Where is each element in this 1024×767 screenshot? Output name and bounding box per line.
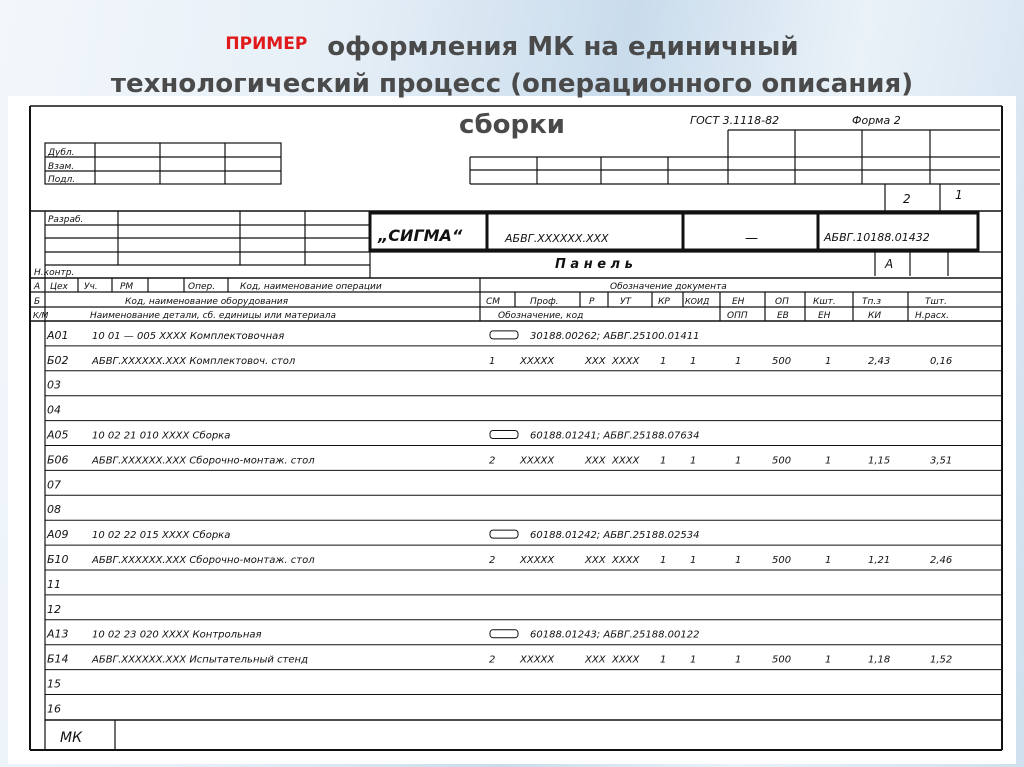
example-label: ПРИМЕР <box>225 34 308 54</box>
row-number: Б10 <box>47 553 69 566</box>
row-kst: 1 <box>825 355 832 367</box>
col-obozn-doc: Обозначение документа <box>610 282 727 292</box>
row-prof: XXXXX <box>520 355 555 367</box>
col-kr: КР <box>658 297 670 307</box>
col-tsht: Тшт. <box>925 297 947 307</box>
col-op: ОП <box>775 297 789 307</box>
row-text: 10 02 22 015 XXXX Сборка <box>92 530 231 542</box>
sheet-number: 1 <box>955 188 963 202</box>
row-number: 12 <box>47 602 61 616</box>
title-line-3: сборки <box>459 110 565 140</box>
row-number: Б02 <box>47 353 69 367</box>
col-rm: РМ <box>120 282 134 292</box>
col-uch: Уч. <box>84 282 98 292</box>
col-prof: Проф. <box>530 297 559 307</box>
nkontr-label: Н.контр. <box>34 268 75 278</box>
dubl-label: Дубл. <box>48 148 75 158</box>
document-code: АБВГ.XXXXXX.XXX <box>505 232 609 245</box>
col-ki: КИ <box>868 311 882 321</box>
row-text: 10 02 23 020 XXXX Контрольная <box>92 629 262 641</box>
row-number: 03 <box>47 378 61 392</box>
row-r: XXX <box>585 355 606 367</box>
col-en: ЕН <box>732 297 745 307</box>
row-tpz: 1,18 <box>868 654 891 666</box>
row-text: 10 01 — 005 XXXX Комплектовочная <box>92 330 285 342</box>
row-number: 04 <box>47 403 61 417</box>
sheet-count: 2 <box>903 192 911 206</box>
col-ut: УТ <box>620 297 631 307</box>
row-ut: XXXX <box>612 555 640 566</box>
row-op: 500 <box>772 455 792 467</box>
col-opp: ОПП <box>727 311 748 321</box>
podl-label: Подл. <box>48 175 76 185</box>
row-ut: XXXX <box>612 455 640 467</box>
row-document: 60188.01242; АБВГ.25188.02534 <box>530 530 700 542</box>
row-sm: 2 <box>489 455 496 467</box>
row-tpz: 1,21 <box>868 555 891 566</box>
row-kr: 1 <box>660 455 667 467</box>
row-sm: 1 <box>489 355 496 367</box>
col-r: Р <box>589 297 595 307</box>
row-koid: 1 <box>690 355 697 367</box>
row-tsht: 0,16 <box>930 355 953 367</box>
organization-name: „СИГМА“ <box>378 226 463 245</box>
row-en: 1 <box>735 654 742 666</box>
dash-cell: — <box>745 231 758 246</box>
title-line-2: технологический процесс (операционного описания) <box>110 69 914 99</box>
col-sm: СМ <box>486 297 501 307</box>
row-number: 15 <box>47 677 61 691</box>
row-kst: 1 <box>825 455 832 467</box>
row-number: 11 <box>47 577 61 591</box>
row-document: 60188.01243; АБВГ.25188.00122 <box>530 629 700 641</box>
document-number: АБВГ.10188.01432 <box>824 231 930 244</box>
col-km: К/М <box>33 311 49 320</box>
row-number: 07 <box>47 478 61 492</box>
col-tpz: Тп.з <box>862 297 882 307</box>
row-koid: 1 <box>690 555 697 566</box>
row-tpz: 2,43 <box>868 355 891 367</box>
letter-cell: А <box>885 257 894 271</box>
row-sm: 2 <box>489 555 496 566</box>
row-number: Б06 <box>47 453 69 467</box>
row-kr: 1 <box>660 555 667 566</box>
col-a: А <box>34 282 41 292</box>
row-tsht: 3,51 <box>930 455 953 467</box>
row-ut: XXXX <box>612 355 640 367</box>
row-tpz: 1,15 <box>868 455 891 467</box>
col-en2: ЕН <box>818 311 831 321</box>
row-number: А13 <box>47 627 69 641</box>
col-obozn: Обозначение, код <box>498 311 584 321</box>
row-text: АБВГ.XXXXXX.XXX Сборочно-монтаж. стол <box>92 455 315 467</box>
row-ut: XXXX <box>612 654 640 666</box>
product-name: П а н е л ь <box>555 257 633 272</box>
row-kst: 1 <box>825 654 832 666</box>
row-document: 60188.01241; АБВГ.25188.07634 <box>530 430 700 442</box>
row-op: 500 <box>772 654 792 666</box>
row-op: 500 <box>772 555 792 566</box>
row-koid: 1 <box>690 455 697 467</box>
col-oper: Опер. <box>188 282 216 292</box>
row-number: Б14 <box>47 652 69 666</box>
row-number: А01 <box>47 328 69 342</box>
mk-label: МК <box>60 730 83 746</box>
col-koid: КОИД <box>685 297 710 306</box>
row-number: 08 <box>47 503 61 517</box>
row-op: 500 <box>772 355 792 367</box>
row-en: 1 <box>735 555 742 566</box>
row-text: АБВГ.XXXXXX.XXX Испытательный стенд <box>92 654 308 666</box>
row-sm: 2 <box>489 654 496 666</box>
row-kr: 1 <box>660 355 667 367</box>
col-kst: Кшт. <box>813 297 836 307</box>
row-document: 30188.00262; АБВГ.25100.01411 <box>530 330 700 342</box>
col-b: Б <box>34 297 41 307</box>
row-kst: 1 <box>825 555 832 566</box>
razrab-label: Разраб. <box>48 215 84 225</box>
gost-label: ГОСТ 3.1118-82 <box>690 114 780 127</box>
row-prof: XXXXX <box>520 555 555 566</box>
col-ev: ЕВ <box>777 311 789 321</box>
row-prof: XXXXX <box>520 455 555 467</box>
col-naim-det: Наименование детали, сб. единицы или материала <box>90 311 337 321</box>
row-text: АБВГ.XXXXXX.XXX Комплектовоч. стол <box>92 355 296 367</box>
row-kr: 1 <box>660 654 667 666</box>
row-r: XXX <box>585 654 606 666</box>
row-koid: 1 <box>690 654 697 666</box>
row-number: А05 <box>47 428 69 442</box>
col-nrask: Н.расх. <box>915 311 949 321</box>
vzam-label: Взам. <box>48 162 75 172</box>
row-number: А09 <box>47 528 69 542</box>
row-r: XXX <box>585 455 606 467</box>
row-tsht: 2,46 <box>930 555 953 566</box>
form-label: Форма 2 <box>852 114 901 127</box>
col-kod-oper: Код, наименование операции <box>240 282 382 292</box>
slide-title <box>0 28 1024 145</box>
row-en: 1 <box>735 455 742 467</box>
row-r: XXX <box>585 555 606 566</box>
row-en: 1 <box>735 355 742 367</box>
row-number: 16 <box>47 702 61 716</box>
col-kod-obor: Код, наименование оборудования <box>125 297 289 307</box>
col-ceh: Цех <box>50 282 68 292</box>
title-line-1: оформления МК на единичный <box>327 32 799 62</box>
row-prof: XXXXX <box>520 654 555 666</box>
row-text: 10 02 21 010 XXXX Сборка <box>92 430 231 442</box>
row-tsht: 1,52 <box>930 654 953 666</box>
row-text: АБВГ.XXXXXX.XXX Сборочно-монтаж. стол <box>92 555 315 566</box>
